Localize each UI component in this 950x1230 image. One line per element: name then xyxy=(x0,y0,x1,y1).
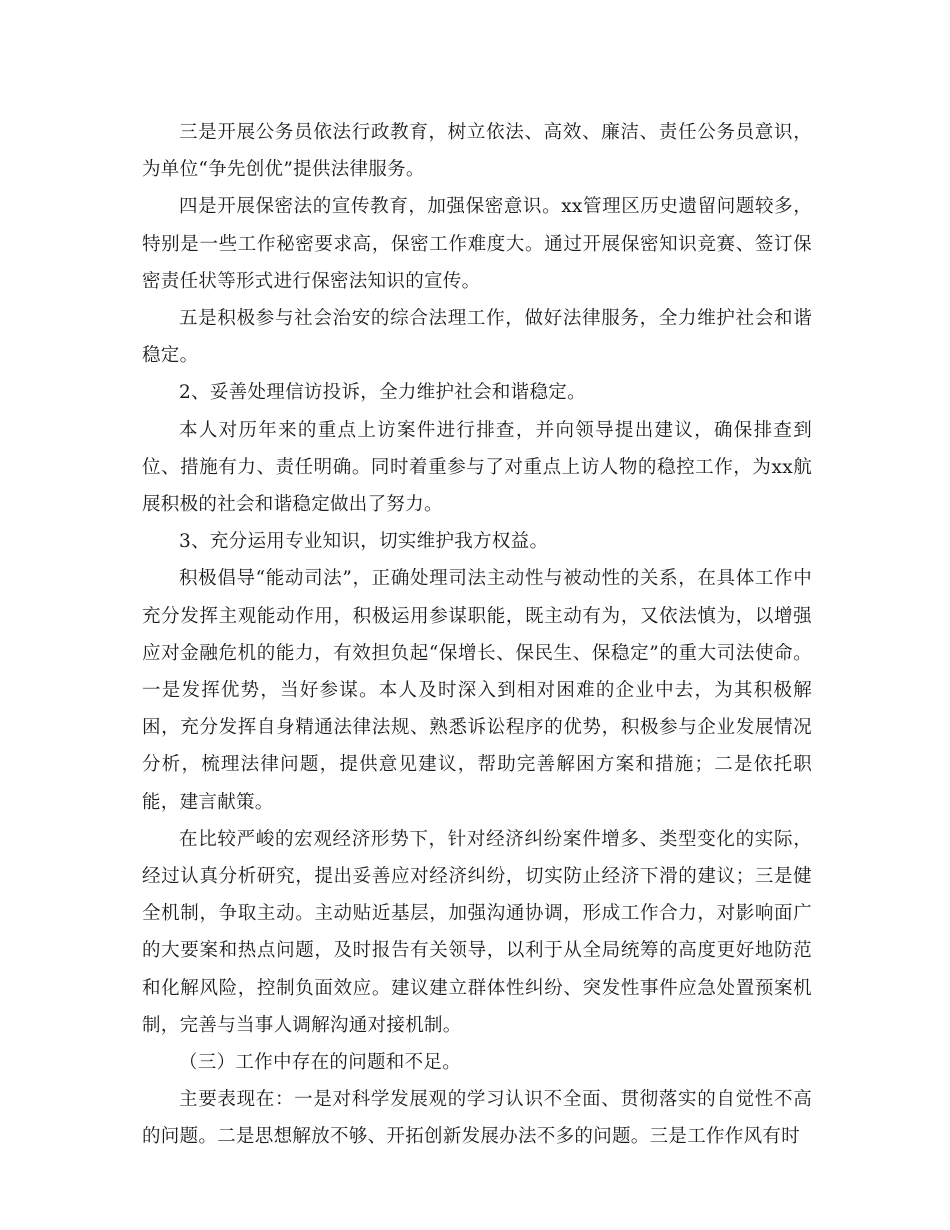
paragraph-civil-servant-education: 三是开展公务员依法行政教育，树立依法、高效、廉洁、责任公务员意识，为单位“争先创优”提供法律服务。 xyxy=(142,122,812,181)
paragraph-economic-situation: 在比较严峻的宏观经济形势下，针对经济纠纷案件增多、类型变化的实际，经过认真分析研究，提出妥善应对经济纠纷，切实防止经济下滑的建议；三是健全机制，争取主动。主动贴近基层，加强沟通协调，形成工作合力，对影响面广的大要案和热点问题，及时报告有关领导，以利于从全局统筹的高度更好地防范和化解风险，控制负面效应。建议建立群体性纠纷、突发性事件应急处置预案机制，完善与当事人调解沟通对接机制。 xyxy=(142,828,812,1036)
paragraph-petition-cases: 本人对历年来的重点上访案件进行排查，并向领导提出建议，确保排查到位、措施有力、责任明确。同时着重参与了对重点上访人物的稳控工作，为xx航展积极的社会和谐稳定做出了努力。 xyxy=(142,419,812,516)
section-heading-problems: （三）工作中存在的问题和不足。 xyxy=(179,1052,462,1074)
paragraph-active-justice: 积极倡导“能动司法”，正确处理司法主动性与被动性的关系，在具体工作中充分发挥主观能动作用，积极运用参谋职能，既主动有为，又依法慎为，以增强应对金融危机的能力，有效担负起“保增长、保民生、保稳定”的重大司法使命。一是发挥优势，当好参谋。本人及时深入到相对困难的企业中去，为其积极解困，充分发挥自身精通法律法规、熟悉诉讼程序的优势，积极参与企业发展情况分析，梳理法律问题，提供意见建议，帮助完善解困方案和措施；二是依托职能，建言献策。 xyxy=(142,568,812,813)
paragraph-public-security: 五是积极参与社会治安的综合法理工作，做好法律服务，全力维护社会和谐稳定。 xyxy=(142,308,812,367)
document-body xyxy=(142,114,812,1156)
paragraph-main-problems: 主要表现在：一是对科学发展观的学习认识不全面、贯彻落实的自觉性不高的问题。二是思想解放不够、开拓创新发展办法不多的问题。三是工作作风有时 xyxy=(142,1089,812,1148)
section-heading-professional-knowledge: 3、充分运用专业知识，切实维护我方权益。 xyxy=(179,531,549,553)
section-heading-petitions: 2、妥善处理信访投诉，全力维护社会和谐稳定。 xyxy=(179,382,586,404)
paragraph-confidentiality-law: 四是开展保密法的宣传教育，加强保密意识。xx管理区历史遗留问题较多，特别是一些工作秘密要求高，保密工作难度大。通过开展保密知识竞赛、签订保密责任状等形式进行保密法知识的宣传。 xyxy=(142,196,812,292)
